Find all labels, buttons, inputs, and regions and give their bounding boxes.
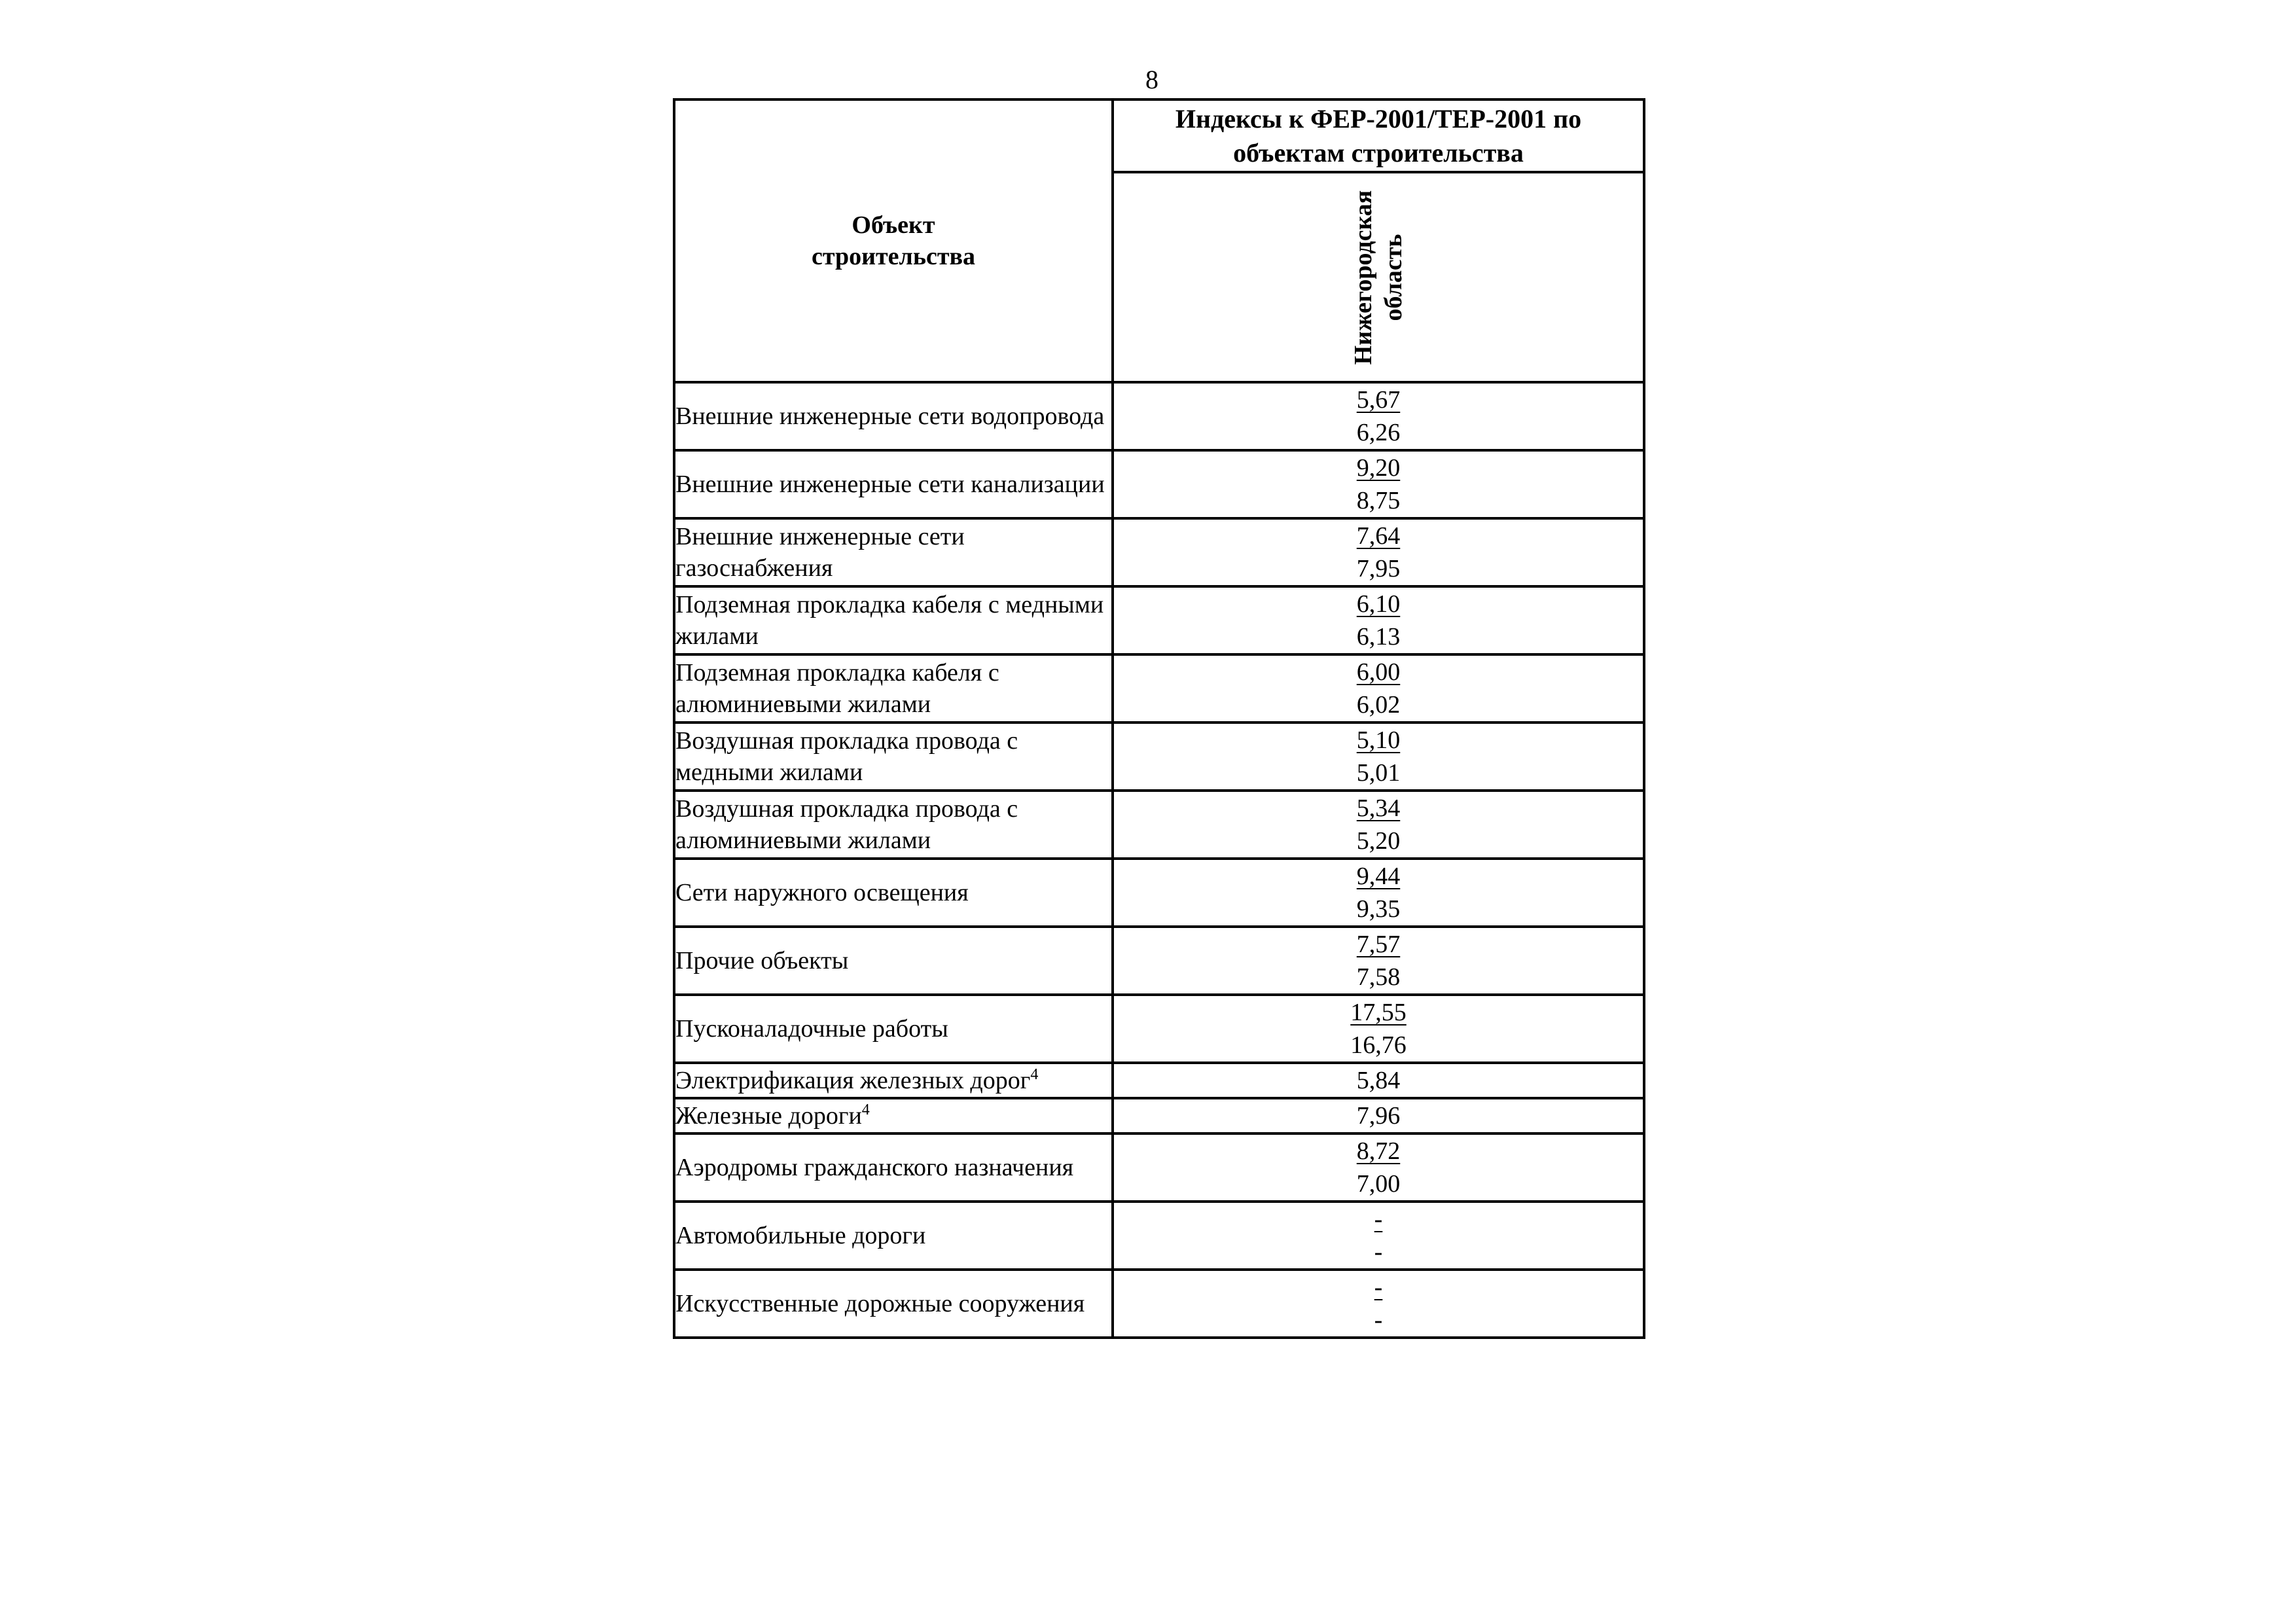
index-cell [1113, 654, 1644, 722]
table-row [674, 1098, 1644, 1133]
object-cell: Воздушная прокладка провода с алюминиевыми жилами [674, 791, 1113, 859]
region-line1: Нижегородская [1350, 190, 1377, 365]
index-cell [1113, 382, 1644, 450]
table-row [674, 722, 1644, 791]
index-value-top: 5,34 [1356, 794, 1401, 822]
index-cell [1113, 722, 1644, 791]
index-cell [1113, 518, 1644, 586]
table-row [674, 1270, 1644, 1338]
table-row [674, 586, 1644, 654]
object-column-header [674, 99, 1113, 382]
index-cell [1113, 995, 1644, 1063]
index-value-bottom: 5,01 [1356, 759, 1401, 787]
index-cell [1113, 1202, 1644, 1270]
construction-index-table [673, 98, 1645, 1339]
index-value-top: 9,44 [1356, 863, 1401, 890]
table-row [674, 518, 1644, 586]
index-value-top: 5,10 [1356, 726, 1401, 754]
object-header-line1: Объект [852, 211, 935, 239]
object-cell: Внешние инженерные сети канализации [674, 450, 1113, 518]
table-row [674, 995, 1644, 1063]
index-value-bottom: - [1374, 1306, 1383, 1334]
index-value-bottom: 9,35 [1356, 895, 1401, 923]
index-value-bottom: 16,76 [1350, 1031, 1407, 1059]
footnote-mark: 4 [1030, 1066, 1039, 1083]
table-row [674, 859, 1644, 927]
table-row [674, 791, 1644, 859]
index-value-top: 5,67 [1356, 386, 1401, 414]
region-column-header [1113, 172, 1644, 382]
index-cell [1113, 1133, 1644, 1202]
object-cell: Пусконаладочные работы [674, 995, 1113, 1063]
header-row-1 [674, 99, 1644, 172]
table-row [674, 450, 1644, 518]
object-cell: Аэродромы гражданского назначения [674, 1133, 1113, 1202]
indices-title-line1: Индексы к ФЕР-2001/ТЕР-2001 по [1175, 103, 1582, 134]
object-cell: Внешние инженерные сети газоснабжения [674, 518, 1113, 586]
index-value-top: 7,57 [1356, 931, 1401, 958]
object-header-line2: строительства [811, 243, 976, 270]
index-cell [1113, 859, 1644, 927]
table-row [674, 654, 1644, 722]
index-value-top: 7,64 [1356, 522, 1401, 550]
index-cell [1113, 586, 1644, 654]
index-value-top: 6,00 [1356, 658, 1401, 686]
index-value-top: 9,20 [1356, 454, 1401, 482]
index-cell [1113, 1270, 1644, 1338]
region-label [1348, 190, 1408, 365]
table-row [674, 927, 1644, 995]
index-value-bottom: 6,13 [1356, 623, 1401, 651]
region-line2: область [1380, 234, 1407, 321]
object-text: Железные дороги [675, 1102, 862, 1130]
index-value-bottom: 7,00 [1356, 1170, 1401, 1198]
indices-title-line2: объектам строительства [1233, 137, 1524, 168]
index-cell [1113, 450, 1644, 518]
index-cell [1113, 927, 1644, 995]
index-value-bottom: 6,26 [1356, 419, 1401, 446]
object-text: Электрификация железных дорог [675, 1067, 1031, 1094]
index-value-top: - [1374, 1274, 1383, 1301]
index-value-top: 8,72 [1356, 1137, 1401, 1165]
index-cell: 7,96 [1113, 1098, 1644, 1133]
table-row [674, 382, 1644, 450]
index-value-top: - [1374, 1205, 1383, 1233]
object-cell: Внешние инженерные сети водопровода [674, 382, 1113, 450]
footnote-mark: 4 [861, 1101, 870, 1118]
index-cell [1113, 791, 1644, 859]
object-cell: Прочие объекты [674, 927, 1113, 995]
object-cell: Сети наружного освещения [674, 859, 1113, 927]
table-row [674, 1133, 1644, 1202]
index-cell: 5,84 [1113, 1063, 1644, 1098]
object-cell: Подземная прокладка кабеля с медными жилами [674, 586, 1113, 654]
index-value-top: 6,10 [1356, 590, 1401, 618]
object-cell: Воздушная прокладка провода с медными жилами [674, 722, 1113, 791]
object-cell: Искусственные дорожные сооружения [674, 1270, 1113, 1338]
page-number: 8 [1145, 65, 1158, 94]
index-value-bottom: 5,20 [1356, 827, 1401, 855]
table-row [674, 1202, 1644, 1270]
index-value-bottom: 7,95 [1356, 555, 1401, 582]
object-cell [674, 1063, 1113, 1098]
object-cell: Автомобильные дороги [674, 1202, 1113, 1270]
index-value-bottom: 8,75 [1356, 487, 1401, 514]
index-value-top: 17,55 [1350, 999, 1407, 1026]
index-value-bottom: 7,58 [1356, 963, 1401, 991]
object-cell [674, 1098, 1113, 1133]
index-value-bottom: - [1374, 1238, 1383, 1266]
object-cell: Подземная прокладка кабеля с алюминиевыми жилами [674, 654, 1113, 722]
indices-column-header [1113, 99, 1644, 172]
index-value-bottom: 6,02 [1356, 691, 1401, 719]
table-row [674, 1063, 1644, 1098]
